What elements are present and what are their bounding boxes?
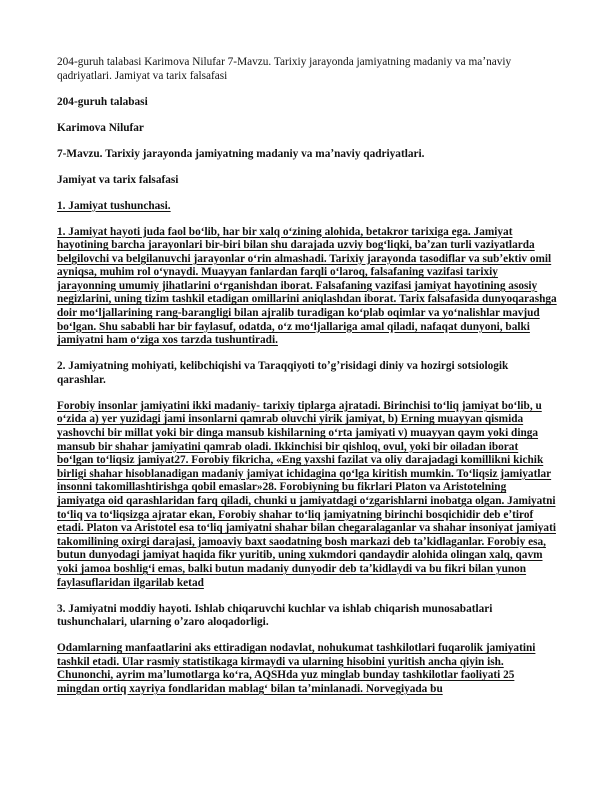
author-name: Karimova Nilufar bbox=[57, 121, 144, 134]
section2-heading: 2. Jamiyatning mohiyati, kelibchiqishi va Taraqqiyoti toʼgʼrisidagi diniy va hozirgi sotsiologik qarashlar. bbox=[57, 360, 509, 386]
document-page bbox=[57, 56, 557, 709]
group-line: 204-guruh talabasi bbox=[57, 95, 148, 108]
section3-heading: 3. Jamiyatni moddiy hayoti. Ishlab chiqaruvchi kuchlar va ishlab chiqarish munosabatlari tushunchalari, ularning oʼzaro aloqadorligi. bbox=[57, 602, 493, 629]
section1-heading[interactable]: 1. Jamiyat tushunchasi. bbox=[57, 199, 171, 212]
section3-body[interactable]: Odamlarning manfaatlarini aks ettiradigan nodavlat, nohukumat tashkilotlari fuqarolik jamiyatini tashkil etadi. Ular rasmiy statistikaga kirmaydi va ularning hisobini yuritish ancha qiyin ish. Chunonchi, ayrim maʼlumotlarga koʻra, AQSHda yuz minglab bunday tashkilotlar faoliyati 25 mingdan ortiq xayriya fondlaridan mablagʻ bilan taʼminlanadi. Norvegiyada bu bbox=[57, 642, 536, 695]
subject-title: Jamiyat va tarix falsafasi bbox=[57, 173, 179, 186]
section1-body[interactable]: 1. Jamiyat hayoti juda faol boʻlib, har bir xalq oʻzining alohida, betakror tarixiga ega. Jamiyat hayotining barcha jarayonlari bir-biri bilan shu darajada uzviy bogʻliqki, baʼzan turli vaziyatlarda belgilovchi va belgilanuvchi jarayonlar oʻrin almashadi. Tarixiy jarayonda tasodiflar va subʼektiv omil ayniqsa, muhim rol oʻynaydi. Muayyan fanlardan farqli oʻlaroq, falsafaning vazifasi tarixiy jarayonning umumiy jihatlarini oʻrganishdan iborat. Falsafaning vazifasi jamiyat hayotining asosiy negizlarini, uning tizim tashkil etadigan omillarini aniqlashdan iborat. Tarix falsafasida dunyoqarashga doir moʻljallarining rang-barangligi bilan ajralib turadigan koʻplab oqimlar va yoʻnalishlar mavjud boʻlgan. Shu sababli har bir faylasuf, odatda, oʻz moʻljallariga amal qiladi, nafaqat dunyoni, balki jamiyatni ham oʻziga xos tarzda tushuntiradi. bbox=[57, 225, 557, 347]
topic-title: 7-Mavzu. Tarixiy jarayonda jamiyatning madaniy va maʼnaviy qadriyatlari. bbox=[57, 147, 425, 160]
intro-line: 204-guruh talabasi Karimova Nilufar 7-Mavzu. Tarixiy jarayonda jamiyatning madaniy va maʼnaviy qadriyatlari. Jamiyat va tarix falsafasi bbox=[57, 56, 512, 82]
section2-body[interactable]: Forobiy insonlar jamiyatini ikki madaniy- tarixiy tiplarga ajratadi. Birinchisi toʻliq jamiyat boʻlib, u oʻzida a) yer yuzidagi jami insonlarni qamrab oluvchi yirik jamiyat, b) Erning muayyan qismida yashovchi bir millat yoki bir dinga mansub kishilarning oʻrta jamiyati v) muayyan qaym yoki dinga mansub bir shahar jamiyatini qamrab oladi. Ikkinchisi bir qishloq, ovul, yoki bir oiladan iborat boʻlgan toʻliqsiz jamiyat27. Forobiy fikricha, «Eng yaxshi fazilat va oliy darajadagi komillikni kichik birligi shahar hisoblanadigan madaniy jamiyat ichidagina qoʻlga kiritish mumkin. Toʻliqsiz jamiyatlar insonni takomillashtirishga qobil emaslar»28. Forobiyning bu fikrlari Platon va Aristotelning jamiyatga oid qarashlaridan farq qiladi, chunki u jamiyatdagi oʻzgarishlarni inobatga olgan. Jamiyatni toʻliq va toʻliqsizga ajratar ekan, Forobiy shahar toʻliq jamiyatning birinchi bosqichidir deb eʼtirof etadi. Platon va Aristotel esa toʻliq jamiyatni shahar bilan chegaralaganlar va shahar insoniyat jamiyati takomilining oxirgi darajasi, jamoaviy baxt saodatning bosh markazi deb taʼkidlaganlar. Forobiy esa, butun dunyodagi jamiyat haqida fikr yuritib, uning xukmdori qandaydir alohida olingan xalq, qavm yoki jamoa boshligʻi emas, balki butun madaniy dunyodir deb taʼkidlaydi va bu fikri bilan yunon faylasuflaridan ilgarilab ketad bbox=[57, 399, 556, 589]
